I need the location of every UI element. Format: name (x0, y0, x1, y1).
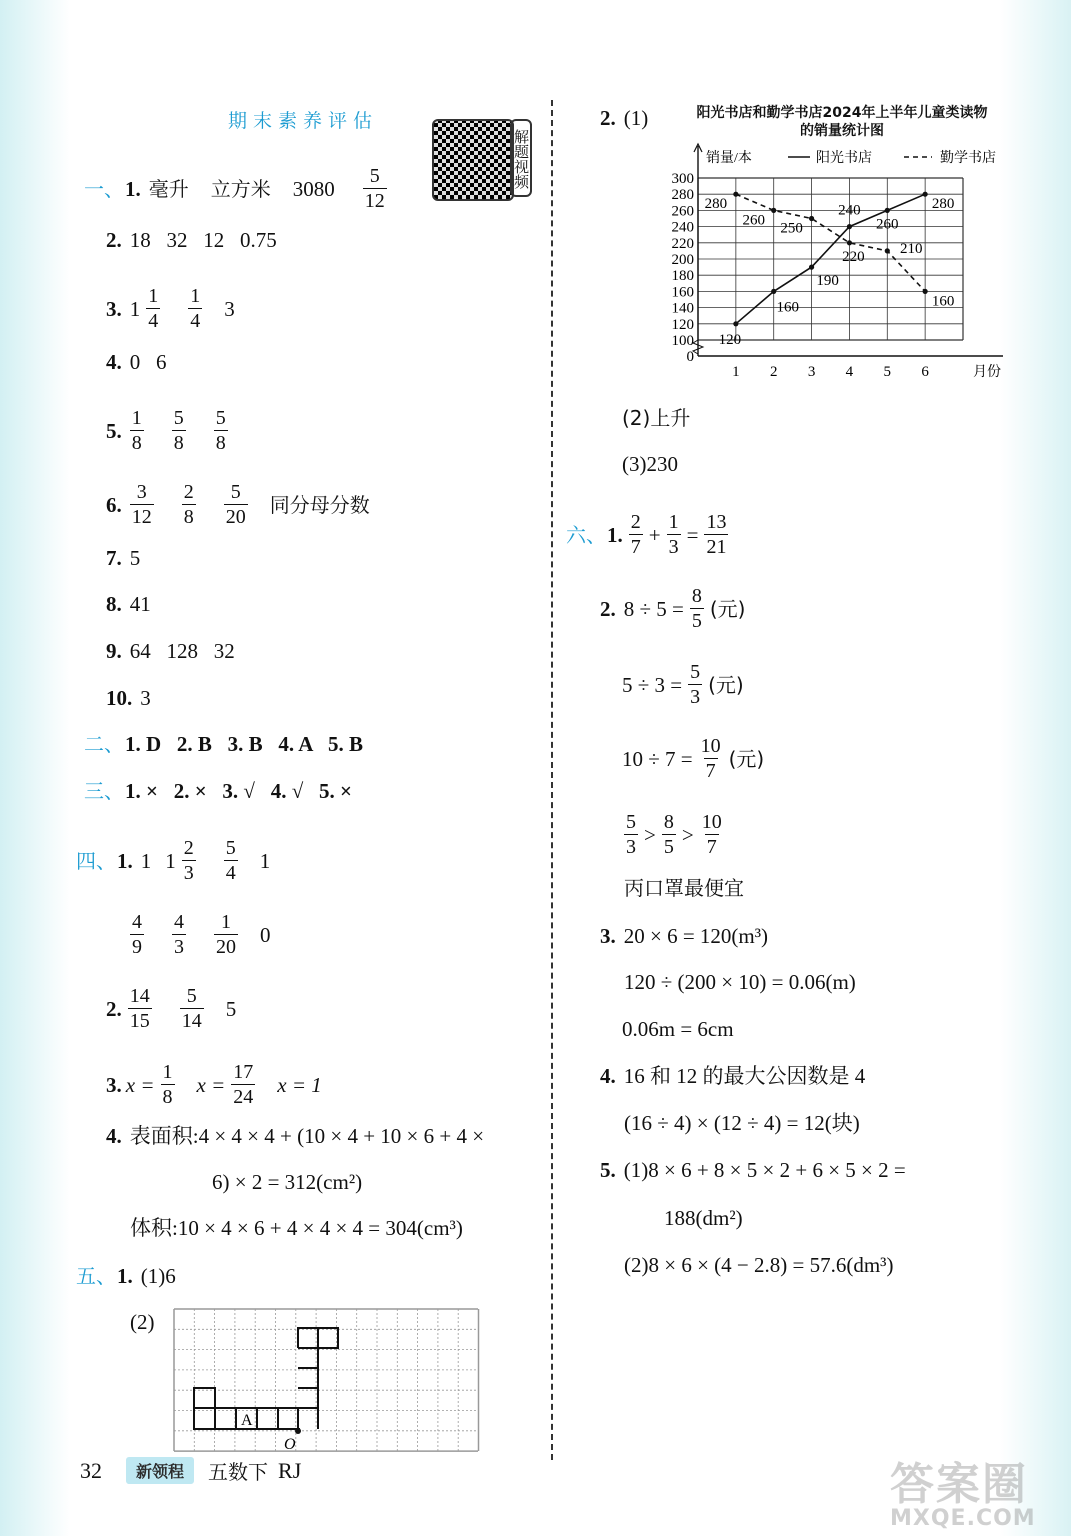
s4-q3: 3. x = $\frac{1}{8}$ x = $\frac{17}{24}$ x = 1 (106, 1061, 322, 1108)
data-point (771, 208, 776, 213)
s1-q8: 8. 41 (106, 592, 151, 616)
x-axis-label: 月份 (973, 365, 1001, 380)
data-label: 120 (718, 331, 742, 348)
data-label: 280 (931, 196, 955, 213)
data-point (809, 216, 814, 221)
y-tick-label: 0 (686, 349, 694, 365)
x-tick-label: 2 (769, 364, 778, 380)
line-chart (660, 142, 1050, 382)
s5-q1: 五、 1. (1)6 (76, 1264, 176, 1288)
y-tick-label: 280 (671, 187, 694, 204)
y-tick-label: 240 (671, 219, 694, 236)
s6-q4-line1: 4. 16 和 12 的最大公因数是 4 (600, 1064, 866, 1088)
data-label: 190 (816, 273, 839, 290)
y-tick-label: 180 (671, 268, 694, 285)
data-point (885, 208, 890, 213)
data-point (923, 289, 928, 294)
s6-q2-compare: $\frac{5}{3}$ > $\frac{8}{5}$ > $\frac{10}{7}$ (626, 811, 722, 858)
fraction: $\frac{5}{12}$ (364, 165, 385, 212)
section-label: 一、 (84, 176, 124, 201)
y-axis-label: 销量/本 (706, 151, 752, 166)
y-tick-label: 260 (671, 203, 694, 220)
book-subject: 五数下 (208, 1460, 269, 1484)
data-label: 240 (838, 202, 861, 219)
s3-answers: 三、 1. × 2. × 3. √ 4. √ 5. × (84, 779, 352, 803)
data-label: 160 (931, 293, 955, 310)
s6-q2-line1: 2. 8 ÷ 5 = $\frac{8}{5}$ (元) (600, 585, 746, 632)
s6-q5-line3: (2)8 × 6 × (4 − 2.8) = 57.6(dm³) (624, 1253, 894, 1277)
s6-q3-line1: 3. 20 × 6 = 120(m³) (600, 924, 769, 948)
x-tick-label: 1 (732, 364, 740, 380)
book-edition: RJ (278, 1457, 302, 1483)
data-point (733, 192, 738, 197)
page-number: 32 (80, 1457, 102, 1483)
s1-q2: 2. 18 32 12 0.75 (106, 228, 277, 252)
data-label: 220 (842, 248, 865, 265)
s1-q5: 5. $\frac{1}{8}$ $\frac{5}{8}$ $\frac{5}{8}$ (106, 407, 226, 454)
data-point (847, 240, 852, 245)
qr-code-image[interactable] (432, 119, 514, 201)
s1-q7: 7. 5 (106, 546, 141, 570)
data-point (733, 321, 738, 326)
s4-q4-line1: 4. 表面积:4 × 4 × 4 + (10 × 4 + 10 × 6 + 4 × (106, 1124, 485, 1148)
y-tick-label: 160 (671, 284, 694, 301)
s4-q2: 2. $\frac{14}{15}$ $\frac{5}{14}$ 5 (106, 985, 237, 1032)
page-title: 期末素养评估 (228, 110, 379, 132)
data-point (771, 289, 776, 294)
y-tick-label: 220 (671, 235, 694, 252)
unfold-grid-figure (170, 1307, 484, 1453)
data-label: 210 (900, 240, 923, 257)
s6-q2-line2: 5 ÷ 3 = $\frac{5}{3}$ (元) (622, 661, 744, 708)
x-tick-label: 3 (807, 364, 816, 380)
s1-q3: 3. 1 $\frac{1}{4}$ $\frac{1}{4}$ 3 (106, 285, 235, 332)
s1-q9: 9. 64 128 32 (106, 639, 235, 663)
s4-q1: 四、 1. 1 1 $\frac{2}{3}$ $\frac{5}{4}$ 1 (76, 837, 271, 884)
s1-q10: 10. 3 (106, 686, 151, 710)
label-o: O (284, 1436, 296, 1453)
s6-q3-line3: 0.06m = 6cm (622, 1017, 734, 1041)
s1-q6: 6. $\frac{3}{12}$ $\frac{2}{8}$ $\frac{5}{20}$ 同分母分数 (106, 481, 370, 528)
y-tick-label: 120 (671, 316, 694, 333)
s4-q1-row2: $\frac{4}{9}$ $\frac{4}{3}$ $\frac{1}{20}$ 0 (132, 911, 271, 958)
qr-video-tag: 解题视频 (510, 119, 532, 197)
s6-q1: 六、 1. $\frac{2}{7}$ + $\frac{1}{3}$ = $\frac{13}{21}$ (566, 511, 727, 558)
s4-q4-line2: 6) × 2 = 312(cm²) (212, 1170, 363, 1194)
s6-q5-line1: 5. (1)8 × 6 + 8 × 5 × 2 + 6 × 5 × 2 = (600, 1158, 906, 1182)
data-label: 160 (776, 299, 799, 316)
data-point (809, 265, 814, 270)
data-label: 260 (742, 212, 765, 229)
x-tick-label: 6 (921, 364, 929, 380)
s6-q2-conclusion: 丙口罩最便宜 (624, 876, 744, 900)
data-point (885, 248, 890, 253)
point-o (295, 1428, 301, 1434)
y-tick-label: 140 (671, 300, 694, 317)
s4-q4-line3: 体积:10 × 4 × 6 + 4 × 4 × 4 = 304(cm³) (130, 1216, 463, 1240)
legend-label: 勤学书店 (940, 151, 996, 166)
s2-answers: 二、 1. D 2. B 3. B 4. A 5. B (84, 732, 364, 756)
y-tick-label: 100 (671, 333, 694, 349)
label-a: A (241, 1412, 253, 1429)
data-label: 260 (876, 216, 899, 233)
data-point (847, 224, 852, 229)
y-tick-label: 300 (671, 171, 694, 187)
s1-q4: 4. 0 6 (106, 350, 167, 374)
r-q2-2: (2)上升 (622, 406, 691, 430)
site-watermark: 答案圈 MXQE.COM (890, 1459, 1036, 1531)
chart-title: 阳光书店和勤学书店2024年上半年儿童类读物 的销量统计图 (696, 105, 988, 139)
r-q2-header: 2. (1) (600, 106, 649, 130)
r-q2-3: (3)230 (622, 452, 678, 476)
s6-q3-line2: 120 ÷ (200 × 10) = 0.06(m) (624, 970, 856, 994)
s5-q2-label: (2) (130, 1310, 155, 1334)
s6-q2-line3: 10 ÷ 7 = $\frac{10}{7}$ (元) (622, 735, 765, 782)
brand-badge: 新领程 (126, 1457, 194, 1484)
y-tick-label: 200 (671, 252, 694, 268)
page-footer (80, 1456, 301, 1485)
s6-q5-line2: 188(dm²) (664, 1206, 743, 1230)
s6-q4-line2: (16 ÷ 4) × (12 ÷ 4) = 12(块) (624, 1111, 860, 1135)
column-divider (551, 100, 553, 1460)
x-tick-label: 4 (845, 364, 854, 380)
data-label: 250 (780, 220, 803, 237)
legend-label: 阳光书店 (816, 151, 872, 166)
x-tick-label: 5 (883, 364, 892, 380)
data-point (923, 192, 928, 197)
data-label: 280 (704, 196, 728, 213)
s1-q1: 一、 1. 毫升 立方米 3080 $\frac{5}{12}$ (84, 165, 385, 212)
